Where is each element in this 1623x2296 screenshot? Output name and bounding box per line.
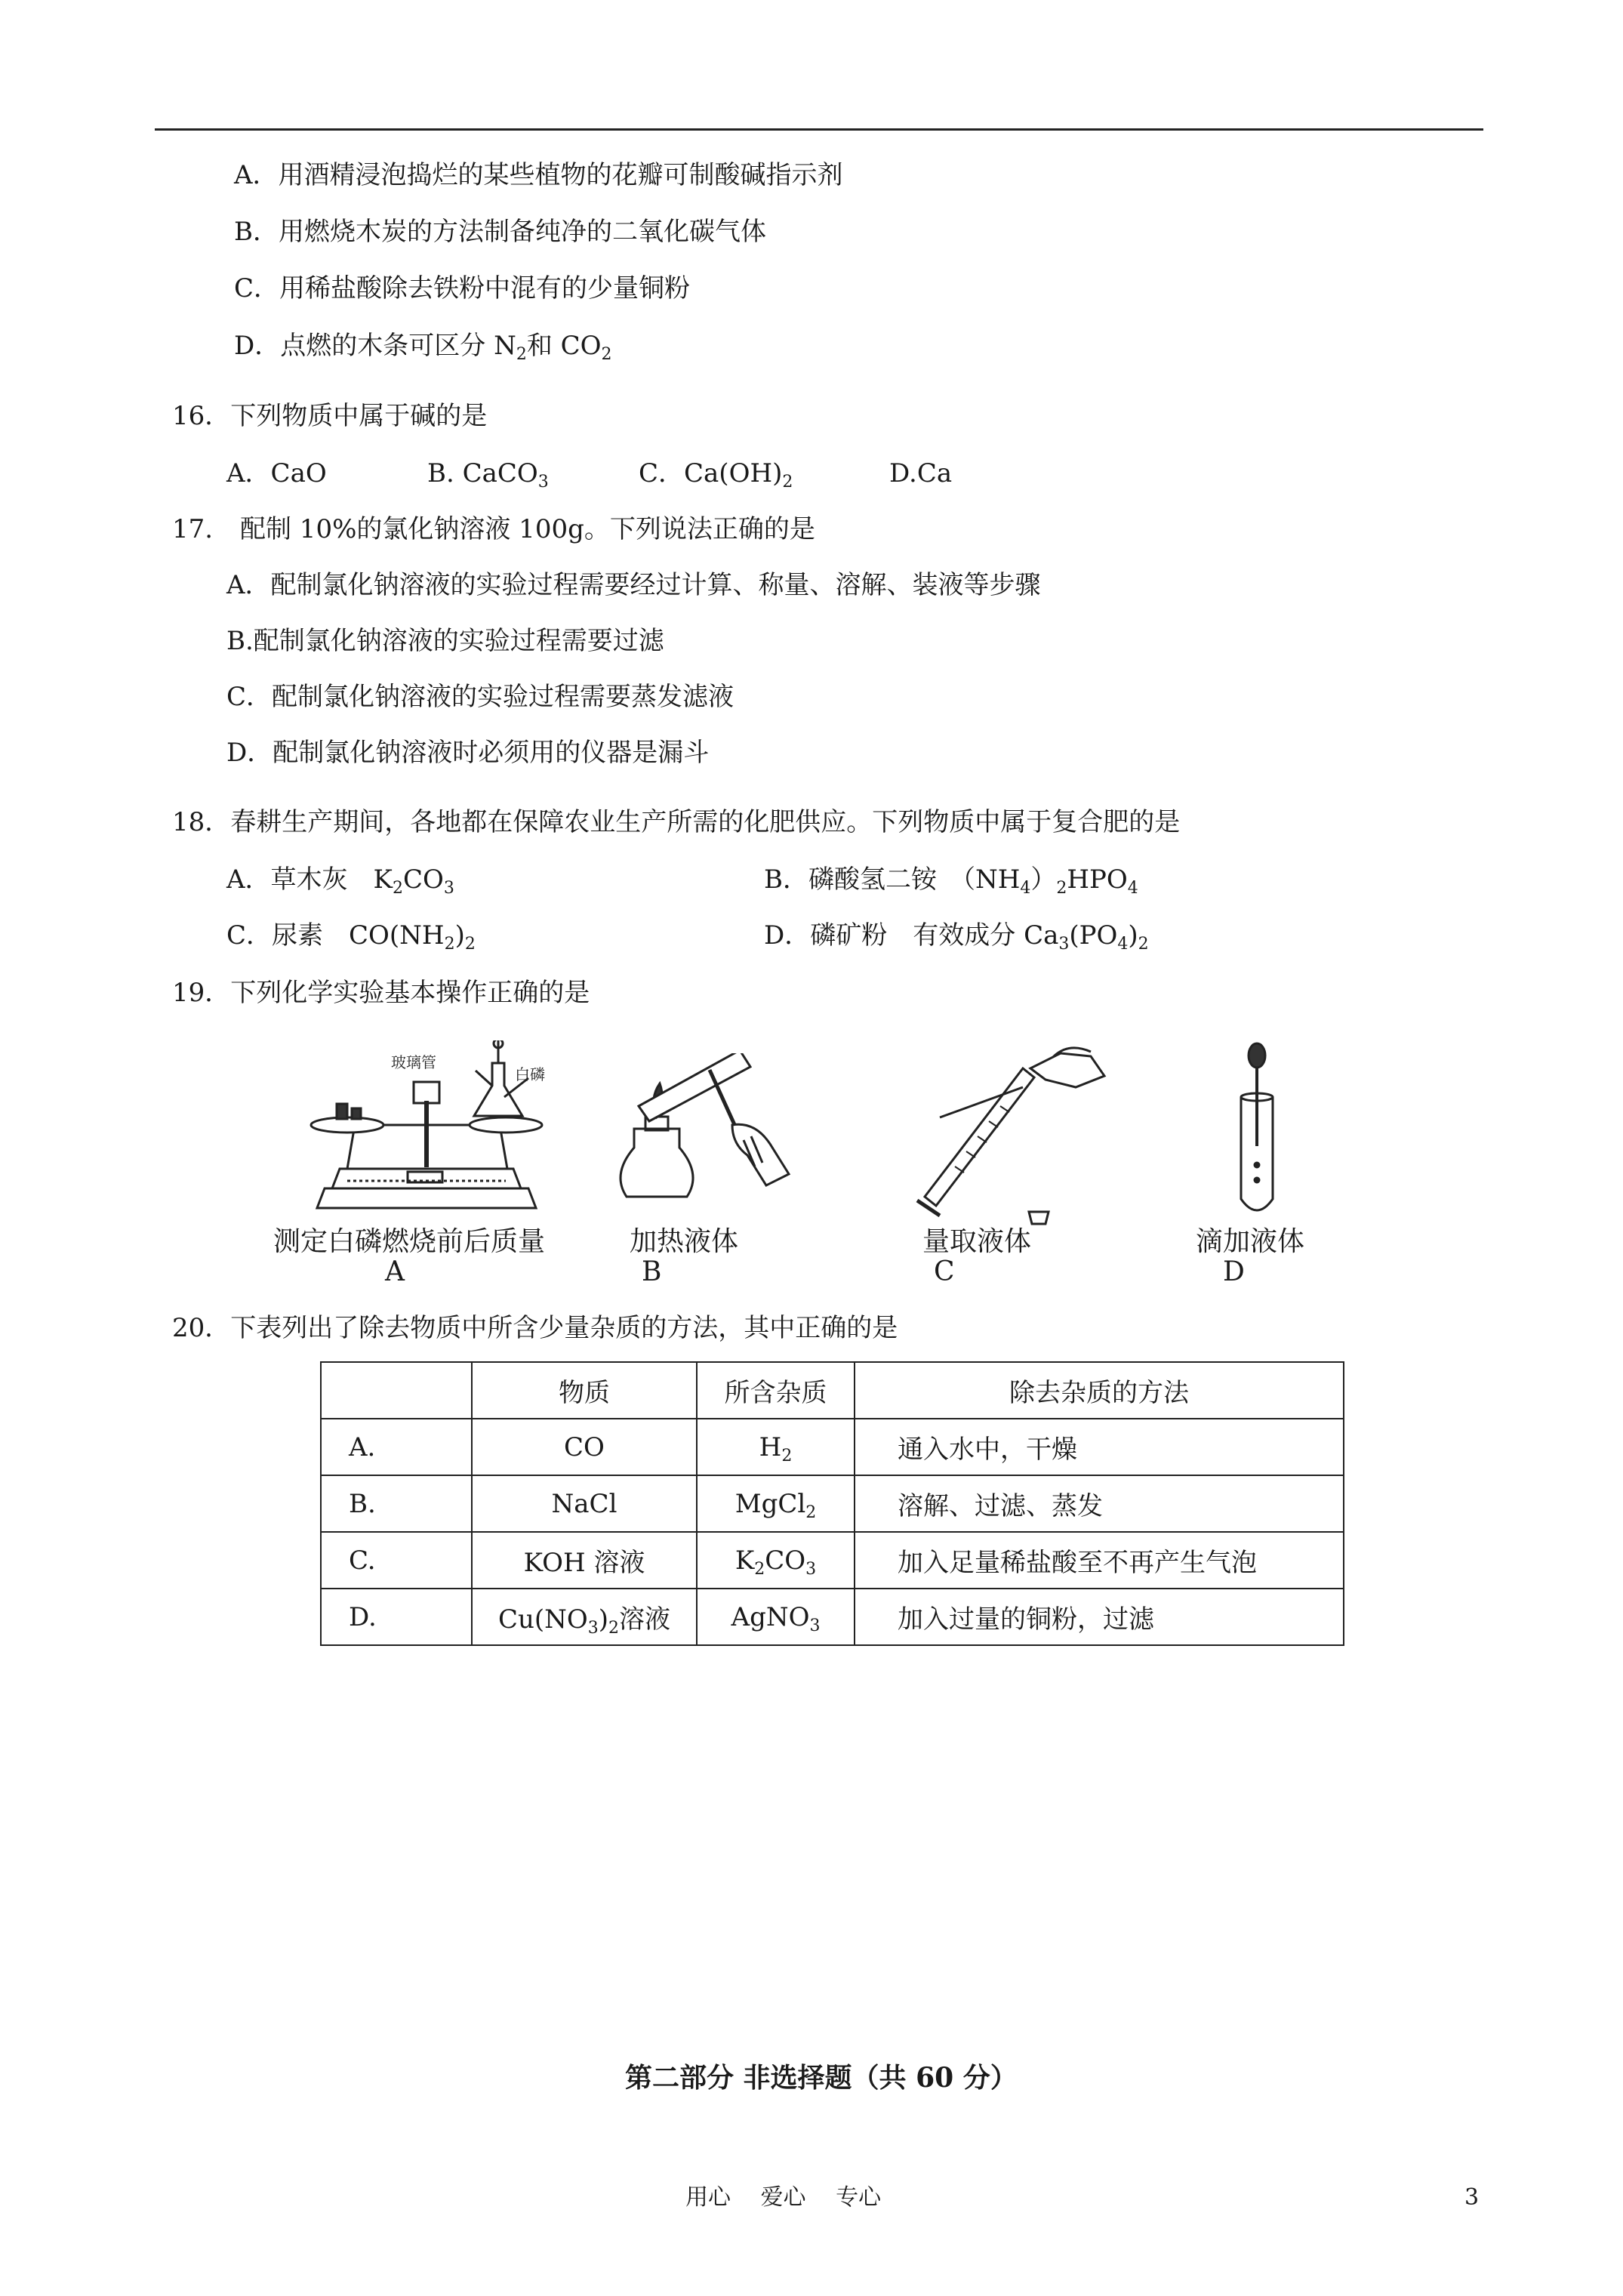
table-header-row [321,1362,1344,1419]
q17-option-d: D．配制氯化钠溶液时必须用的仪器是漏斗 [226,738,710,768]
q20-stem: 20．下表列出了除去物质中所含少量杂质的方法，其中正确的是 [172,1313,898,1343]
letter-b: B [642,1256,662,1287]
label-white-phosphorus: 白磷 [515,1065,545,1083]
row-substance: CO [472,1419,697,1475]
row-impurity: $H_2$ [697,1419,855,1475]
row-option: D. [321,1589,472,1645]
figure-heating-liquid [604,1053,808,1204]
q16-option-c: C．$Ca(OH)_2$ [639,458,793,492]
caption-a: 测定白磷燃烧前后质量 [273,1226,546,1257]
q16-option-d: D.Ca [889,458,953,488]
q17-option-b: B.配制氯化钠溶液的实验过程需要过滤 [226,626,664,656]
caption-b: 加热液体 [630,1226,739,1257]
row-option: B. [321,1475,472,1532]
table-row [321,1475,1344,1532]
q15-option-a: A．用酒精浸泡捣烂的某些植物的花瓣可制酸碱指示剂 [234,160,843,190]
q15-option-b: B．用燃烧木炭的方法制备纯净的二氧化碳气体 [234,217,766,247]
q18-option-a: A．草木灰 $K_2CO_3$ [226,864,454,898]
q16-option-b: B. CaCO$_3$ [427,458,549,492]
q17-option-a: A．配制氯化钠溶液的实验过程需要经过计算、称量、溶解、装液等步骤 [226,570,1041,600]
q18-option-b: B．磷酸氢二铵 $(NH_4)_2HPO_4$ [764,864,1138,898]
row-substance: $Cu(NO_3)_2$溶液 [472,1589,697,1645]
row-option: C. [321,1532,472,1589]
q15-option-d: D．点燃的木条可区分 $N_2$和 $CO_2$ [234,331,612,364]
q18-option-d: D．磷矿粉 有效成分 $Ca_3(PO_4)_2$ [764,920,1149,954]
table-row [321,1589,1344,1645]
letter-c: C [934,1256,955,1287]
q18-stem: 18．春耕生产期间，各地都在保障农业生产所需的化肥供应。下列物质中属于复合肥的是 [172,807,1181,837]
q16-stem: 16．下列物质中属于碱的是 [172,401,488,431]
table-header-cell: 物质 [472,1362,697,1419]
row-impurity: MgCl$_2$ [697,1475,855,1532]
row-method: 加入足量稀盐酸至不再产生气泡 [855,1532,1344,1589]
figure-balance-white-phosphorus [302,1040,551,1222]
letter-d: D [1223,1256,1245,1287]
section-title: 第二部分 非选择题（共 60 分） [625,2062,1018,2094]
table-header-cell [321,1362,472,1419]
q17-stem: 配制 10%的氯化钠溶液 100g。下列说法正确的是 [240,514,815,544]
table-header-cell: 所含杂质 [697,1362,855,1419]
q17-option-c: C．配制氯化钠溶液的实验过程需要蒸发滤液 [226,682,735,712]
figure-measuring-liquid [910,1046,1121,1227]
impurity-removal-table [320,1361,1344,1646]
row-impurity: AgNO$_3$ [697,1589,855,1645]
row-method: 通入水中，干燥 [855,1419,1344,1475]
q15-option-c: C．用稀盐酸除去铁粉中混有的少量铜粉 [234,273,691,304]
table-row [321,1419,1344,1475]
row-impurity: $K_2CO_3$ [697,1532,855,1589]
row-option: A. [321,1419,472,1475]
table-row [321,1532,1344,1589]
row-method: 溶解、过滤、蒸发 [855,1475,1344,1532]
letter-a: A [385,1256,405,1287]
row-method: 加入过量的铜粉，过滤 [855,1589,1344,1645]
footer-motto: 用心 爱心 专心 [685,2184,882,2211]
row-substance: NaCl [472,1475,697,1532]
header-rule [155,128,1483,131]
label-glass-tube: 玻璃管 [391,1053,436,1071]
row-substance: KOH 溶液 [472,1532,697,1589]
table-header-cell: 除去杂质的方法 [855,1362,1344,1419]
q19-stem: 19．下列化学实验基本操作正确的是 [172,978,590,1008]
q16-option-a: A．CaO [226,458,327,488]
q17-number: 17. [172,514,214,544]
caption-c: 量取液体 [922,1226,1032,1257]
page-number: 3 [1464,2184,1480,2211]
caption-d: 滴加液体 [1196,1226,1305,1257]
figure-dropping-liquid [1230,1040,1283,1222]
q18-option-c: C．尿素 $CO(NH_2)_2$ [226,920,476,954]
